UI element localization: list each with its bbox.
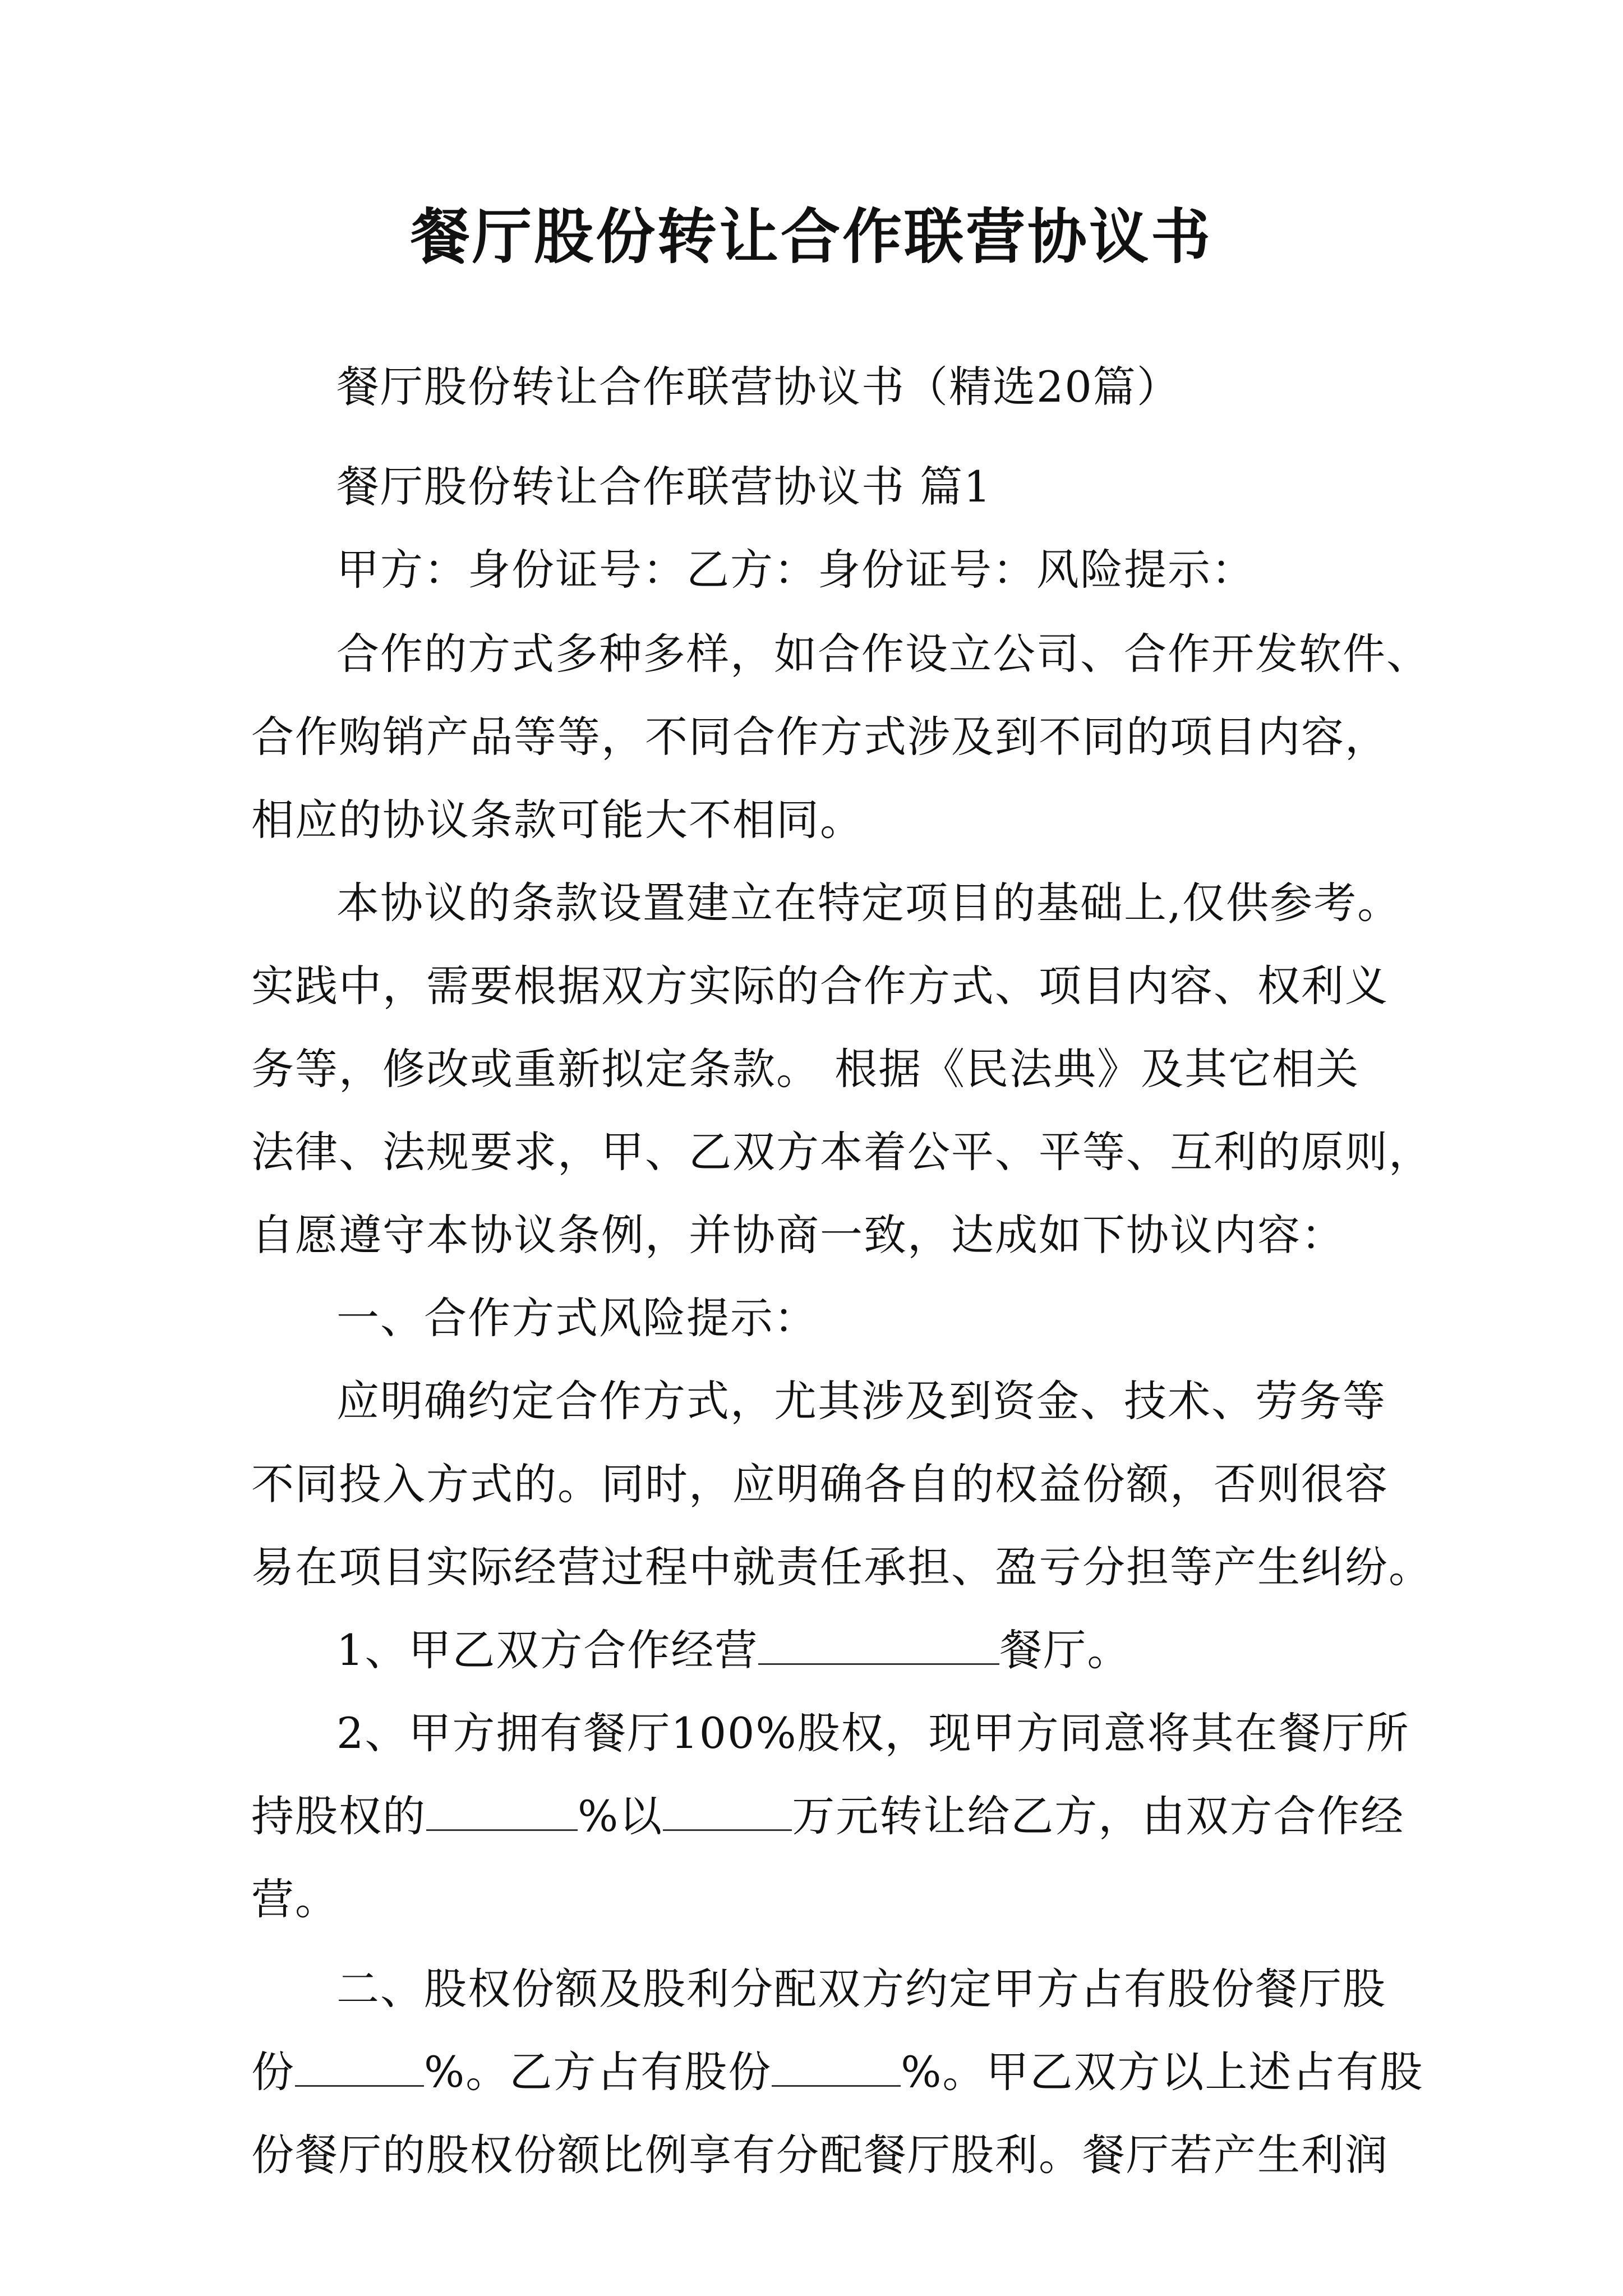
subtitle-line: 餐厅股份转让合作联营协议书（精选20篇）	[336, 362, 1181, 412]
clause-2-text-c: 万元转让给乙方，由双方合作经	[792, 1791, 1405, 1841]
section-heading: 一、合作方式风险提示：	[336, 1293, 818, 1343]
paragraph-line: 应明确约定合作方式，尤其涉及到资金、技术、劳务等	[336, 1376, 1386, 1426]
parties-line: 甲方：身份证号：乙方：身份证号：风险提示：	[336, 545, 1255, 595]
section-heading: 餐厅股份转让合作联营协议书 篇1	[336, 462, 992, 512]
clause-2-text-b: %以	[578, 1791, 663, 1841]
shares-line	[251, 2044, 1423, 2100]
paragraph-line: 合作的方式多种多样，如合作设立公司、合作开发软件、	[336, 629, 1430, 679]
paragraph-line: 份餐厅的股权份额比例享有分配餐厅股利。餐厅若产生利润	[251, 2130, 1389, 2180]
shares-text-b: %。乙方占有股份	[424, 2047, 772, 2097]
paragraph-line: 实践中，需要根据双方实际的合作方式、项目内容、权利义	[251, 961, 1389, 1011]
paragraph-line: 二、股权份额及股利分配双方约定甲方占有股份餐厅股	[336, 1964, 1386, 2014]
fill-blank	[772, 2045, 901, 2087]
paragraph-line: 务等，修改或重新拟定条款。 根据《民法典》及其它相关	[251, 1044, 1360, 1094]
clause-2-text-a: 持股权的	[251, 1791, 426, 1841]
shares-text-c: %。甲乙双方以上述占有股	[901, 2047, 1424, 2097]
clause-1-line	[336, 1622, 1131, 1678]
clause-1-prefix: 1、甲乙双方合作经营	[336, 1625, 759, 1675]
fill-blank	[426, 1789, 578, 1831]
shares-text-a: 份	[251, 2047, 295, 2097]
fill-blank	[295, 2045, 424, 2087]
paragraph-line: 易在项目实际经营过程中就责任承担、盈亏分担等产生纠纷。	[251, 1542, 1432, 1592]
clause-2-line: 2、甲方拥有餐厅100%股权，现甲方同意将其在餐厅所	[336, 1708, 1410, 1758]
paragraph-line: 合作购销产品等等，不同合作方式涉及到不同的项目内容，	[251, 712, 1389, 762]
paragraph-line: 本协议的条款设置建立在特定项目的基础上,仅供参考。	[336, 878, 1401, 928]
clause-1-suffix: 餐厅。	[999, 1625, 1131, 1675]
fill-blank	[663, 1789, 792, 1831]
fill-blank	[758, 1623, 999, 1665]
paragraph-line: 相应的协议条款可能大不相同。	[251, 795, 864, 845]
paragraph-line: 自愿遵守本协议条例，并协商一致，达成如下协议内容：	[251, 1210, 1345, 1260]
clause-2-continued-line	[251, 1788, 1404, 1844]
document-title: 餐厅股份转让合作联营协议书	[411, 201, 1212, 272]
paragraph-line: 营。	[251, 1874, 339, 1924]
paragraph-line: 法律、法规要求，甲、乙双方本着公平、平等、互利的原则，	[251, 1127, 1432, 1177]
paragraph-line: 不同投入方式的。同时，应明确各自的权益份额，否则很容	[251, 1459, 1389, 1509]
